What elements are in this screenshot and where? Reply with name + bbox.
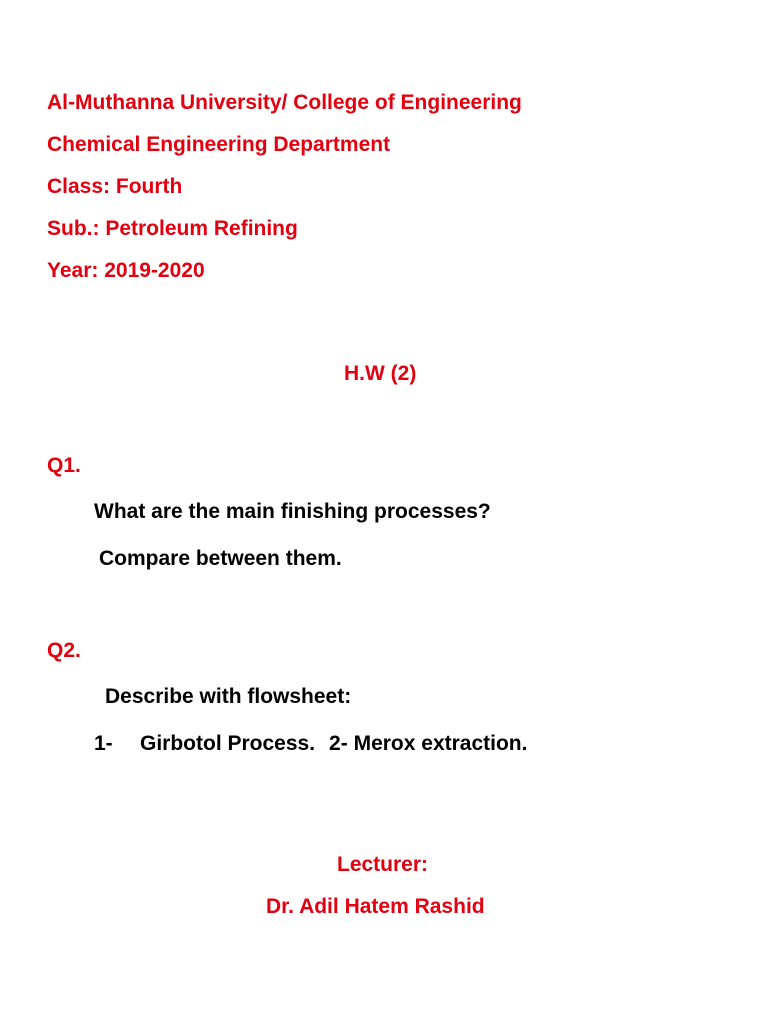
homework-title: H.W (2) [344,362,417,385]
item-2-number: 2- [329,732,348,755]
question-1-label: Q1. [47,454,81,477]
year-line: Year: 2019-2020 [47,259,205,282]
question-2-label: Q2. [47,639,81,662]
class-line: Class: Fourth [47,175,183,198]
question-1-line-1: What are the main finishing processes? [94,500,491,523]
lecturer-name: Dr. Adil Hatem Rashid [266,895,485,918]
subject-line: Sub.: Petroleum Refining [47,217,298,240]
university-line: Al-Muthanna University/ College of Engineering [47,91,522,114]
item-1-number: 1- [94,732,113,755]
question-2-intro: Describe with flowsheet: [105,685,352,708]
item-1-text: Girbotol Process. [140,732,316,755]
question-2-items [94,733,527,754]
question-1-line-2: Compare between them. [99,547,342,570]
department-line: Chemical Engineering Department [47,133,391,156]
item-2-text: Merox extraction. [353,732,528,755]
lecturer-label: Lecturer: [337,853,429,876]
